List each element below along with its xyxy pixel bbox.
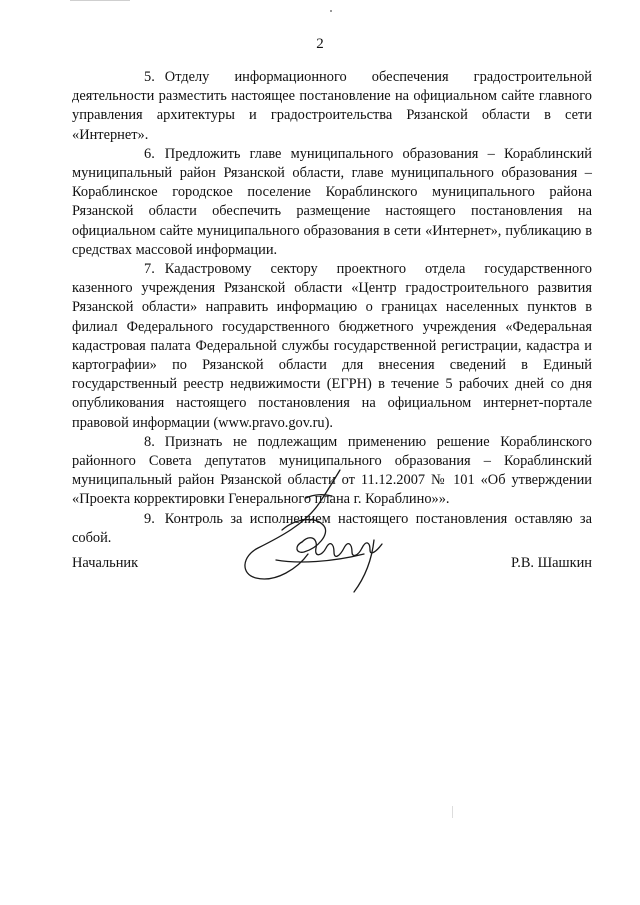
- paragraph-text: Кадастровому сектору проектного отдела государственного казенного учреждения Рязанской области «Центр градостроительного развития Рязанской области» направить информацию о границах населенных пунктов в филиал Федерального государственного бюджетного учреждения «Федеральная кадастровая палата Федеральной службы государственной регистрации, кадастра и картографии» по Рязанской области для внесения сведений в Единый государственный реестр недвижимости (ЕГРН) в течение 5 рабочих дней со дня опубликования настоящего постановления на официальном интернет-портале правовой информации (www.pravo.gov.ru).: [72, 261, 592, 431]
- paragraph-text: Предложить главе муниципального образования – Кораблинский муниципальный район Рязанской области, главе муниципального образования – Кораблинское городское поселение Кораблинского муниципального района Рязанской области обеспечить размещение настоящего постановления на официальном сайте муниципального образования в сети «Интернет», публикацию в средствах массовой информации.: [72, 145, 592, 258]
- paragraph-text: Признать не подлежащим применению решение Кораблинского районного Совета депутатов муниципального образования – Кораблинский муниципальный район Рязанской области от 11.12.2007 № 101 «Об утверждении «Проекта корректировки Генерального плана г. Кораблино»».: [72, 433, 592, 508]
- paragraph-number: 5.: [144, 69, 155, 85]
- handwritten-signature: [236, 468, 406, 603]
- page-number: 2: [316, 36, 324, 52]
- paragraph-5: [72, 68, 592, 145]
- scan-artifact: [70, 0, 130, 1]
- scan-artifact: [330, 10, 332, 12]
- paragraph-text: Контроль за исполнением настоящего постановления оставляю за собой.: [72, 510, 592, 546]
- paragraph-7: [72, 260, 592, 433]
- paragraph-number: 7.: [144, 261, 155, 278]
- scan-artifact: [452, 806, 453, 818]
- signatory-name: Р.В. Шашкин: [511, 555, 592, 571]
- signatory-title: Начальник: [72, 555, 139, 571]
- paragraph-number: 9.: [144, 510, 155, 527]
- paragraph-text: Отделу информационного обеспечения градостроительной деятельности разместить настоящее постановление на официальном сайте главного управления архитектуры и градостроительства Рязанской области в сети «Интернет».: [72, 69, 592, 143]
- paragraph-number: 8.: [144, 433, 155, 450]
- paragraph-6: [72, 145, 592, 260]
- paragraph-number: 6.: [144, 145, 155, 162]
